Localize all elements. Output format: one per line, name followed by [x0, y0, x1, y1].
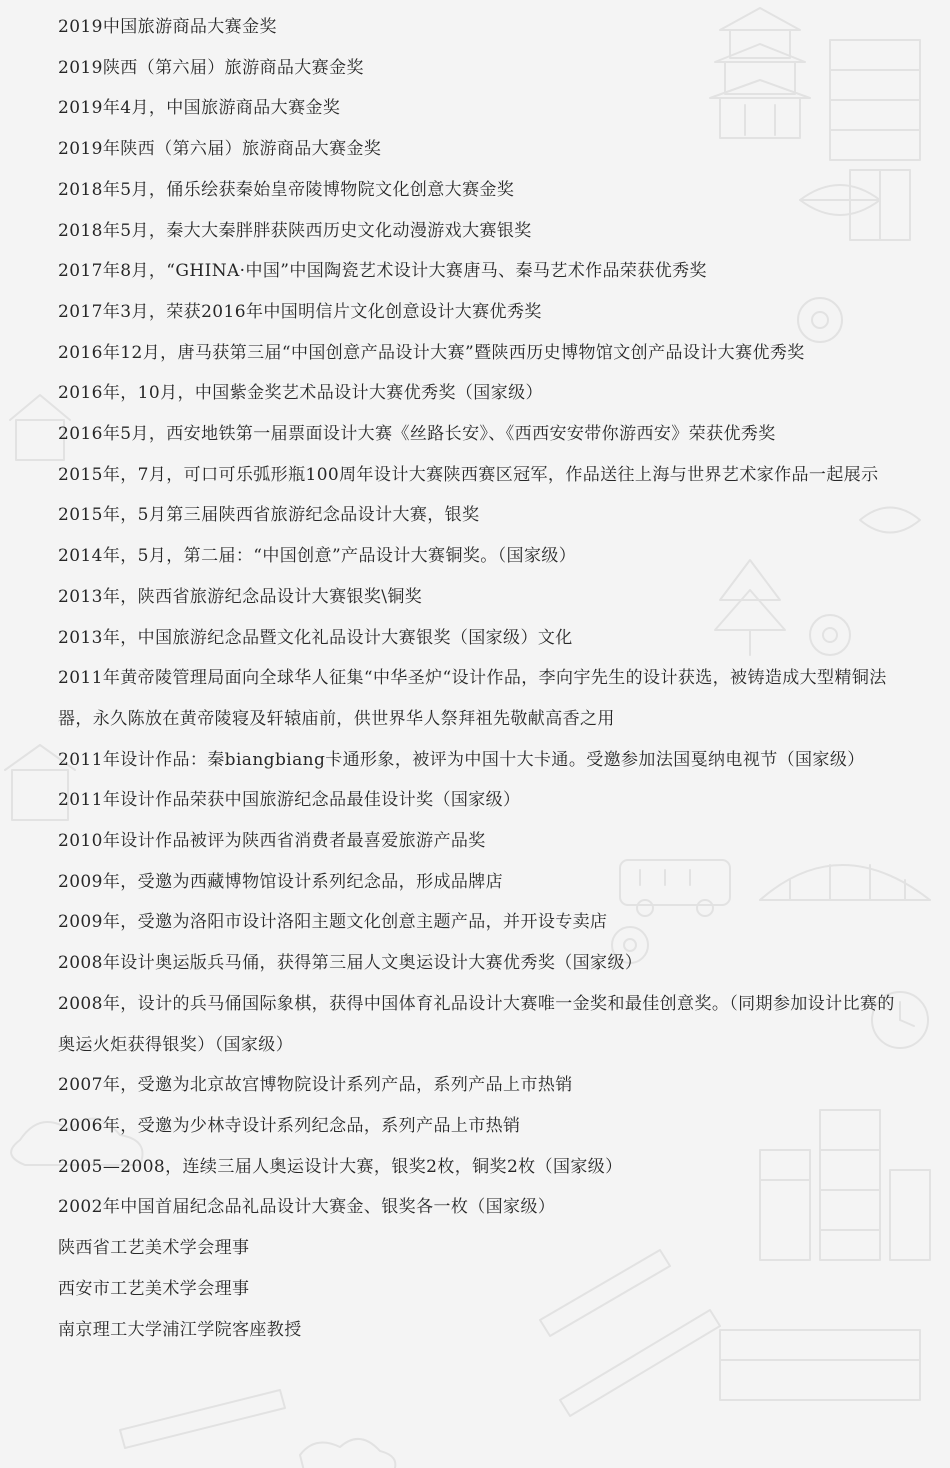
award-item: 2011年设计作品荣获中国旅游纪念品最佳设计奖（国家级） — [58, 790, 521, 811]
award-item: 2016年12月，唐马获第三届“中国创意产品设计大赛”暨陕西历史博物馆文创产品设计大赛优秀奖 — [58, 342, 805, 363]
award-item: 2016年，10月，中国紫金奖艺术品设计大赛优秀奖（国家级） — [58, 383, 543, 404]
award-item: 2009年，受邀为西藏博物馆设计系列纪念品，形成品牌店 — [58, 871, 504, 892]
award-item: 2011年黄帝陵管理局面向全球华人征集“中华圣炉“设计作品，李向宇先生的设计获选，被铸造成大型精铜法器，永久陈放在黄帝陵寝及轩辕庙前，供世界华人祭拜祖先敬献高香之用 — [58, 668, 887, 729]
award-item: 2016年5月，西安地铁第一届票面设计大赛《丝路长安》、《西西安安带你游西安》荣获优秀奖 — [58, 424, 776, 445]
award-item: 2011年设计作品：秦biangbiang卡通形象，被评为中国十大卡通。受邀参加法国戛纳电视节（国家级） — [58, 749, 865, 770]
award-item: 陕西省工艺美术学会理事 — [58, 1238, 250, 1259]
award-item: 2019陕西（第六届）旅游商品大赛金奖 — [58, 57, 364, 78]
award-item: 2013年，中国旅游纪念品暨文化礼品设计大赛银奖（国家级）文化 — [58, 627, 573, 648]
award-item: 西安市工艺美术学会理事 — [58, 1278, 250, 1299]
award-item: 2017年8月，“GHINA·中国”中国陶瓷艺术设计大赛唐马、秦马艺术作品荣获优秀奖 — [58, 261, 707, 282]
award-item: 2007年，受邀为北京故宫博物院设计系列产品，系列产品上市热销 — [58, 1075, 573, 1096]
award-item: 2014年，5月，第二届：“中国创意”产品设计大赛铜奖。（国家级） — [58, 546, 577, 567]
award-item: 2019年4月，中国旅游商品大赛金奖 — [58, 98, 341, 119]
award-item: 2006年，受邀为少林寺设计系列纪念品，系列产品上市热销 — [58, 1115, 521, 1136]
award-item: 2017年3月，荣获2016年中国明信片文化创意设计大赛优秀奖 — [58, 301, 542, 322]
award-item: 2018年5月，俑乐绘获秦始皇帝陵博物院文化创意大赛金奖 — [58, 179, 515, 200]
award-item: 2005—2008，连续三届人奥运设计大赛，银奖2枚，铜奖2枚（国家级） — [58, 1156, 623, 1177]
award-item: 2013年，陕西省旅游纪念品设计大赛银奖\铜奖 — [58, 586, 423, 607]
award-item: 2018年5月，秦大大秦胖胖获陕西历史文化动漫游戏大赛银奖 — [58, 220, 532, 241]
award-item: 2008年设计奥运版兵马俑，获得第三届人文奥运设计大赛优秀奖（国家级） — [58, 953, 643, 974]
award-item: 2010年设计作品被评为陕西省消费者最喜爱旅游产品奖 — [58, 831, 486, 852]
award-item: 2015年，5月第三届陕西省旅游纪念品设计大赛，银奖 — [58, 505, 480, 526]
award-item: 2019中国旅游商品大赛金奖 — [58, 17, 277, 37]
award-item: 南京理工大学浦江学院客座教授 — [58, 1319, 302, 1340]
award-item: 2002年中国首届纪念品礼品设计大赛金、银奖各一枚（国家级） — [58, 1197, 556, 1218]
award-item: 2019年陕西（第六届）旅游商品大赛金奖 — [58, 139, 382, 160]
award-item: 2015年，7月，可口可乐弧形瓶100周年设计大赛陕西赛区冠军，作品送往上海与世界艺术家作品一起展示 — [58, 464, 879, 485]
award-item: 2009年，受邀为洛阳市设计洛阳主题文化创意主题产品，并开设专卖店 — [58, 912, 608, 933]
award-item: 2008年，设计的兵马俑国际象棋，获得中国体育礼品设计大赛唯一金奖和最佳创意奖。（同期参加设计比赛的奥运火炬获得银奖）（国家级） — [58, 993, 895, 1055]
